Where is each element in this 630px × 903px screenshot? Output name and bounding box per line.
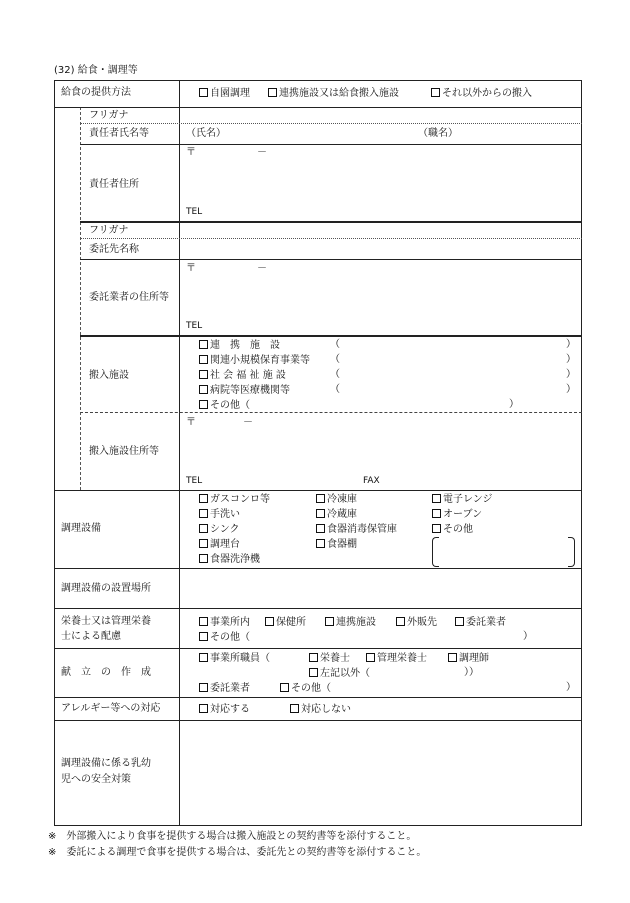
postal-mark: 〒 <box>186 263 196 274</box>
nutritionist-label-line2: 士による配慮 <box>61 631 121 642</box>
close-paren: ） <box>509 399 519 410</box>
open-paren: （ <box>330 354 340 365</box>
equip-microwave[interactable]: 電子レンジ <box>432 494 493 505</box>
checkbox[interactable] <box>448 653 457 662</box>
checkbox[interactable] <box>432 494 441 503</box>
sub-indent-divider <box>80 107 81 490</box>
equip-refrigerator[interactable]: 冷蔵庫 <box>316 509 357 520</box>
equip-freezer[interactable]: 冷凍庫 <box>316 494 357 505</box>
checkbox[interactable] <box>290 704 299 713</box>
facility-address-label: 搬入施設住所等 <box>89 446 159 457</box>
checkbox[interactable] <box>396 617 405 626</box>
allergy-yes[interactable]: 対応する <box>199 704 250 715</box>
fax-label: FAX <box>363 476 380 486</box>
close-paren: ） <box>566 682 576 693</box>
rule <box>54 608 582 609</box>
equipment-location-label: 調理設備の設置場所 <box>61 583 151 594</box>
checkbox[interactable] <box>432 524 441 533</box>
equip-cupboard[interactable]: 食器棚 <box>316 539 357 550</box>
close-paren: ） <box>523 631 533 642</box>
rule <box>80 144 582 145</box>
checkbox[interactable] <box>366 653 375 662</box>
menu-other-than[interactable]: 左記以外（ <box>309 668 370 679</box>
open-paren: （ <box>330 339 340 350</box>
postal-mark: 〒 <box>186 417 196 428</box>
postal-dash: － <box>243 417 253 428</box>
rule <box>80 335 582 337</box>
checkbox[interactable] <box>199 683 208 692</box>
checkbox[interactable] <box>455 617 464 626</box>
equip-sink[interactable]: シンク <box>199 524 240 535</box>
equipment-label: 調理設備 <box>61 523 101 534</box>
nutri-vendor[interactable]: 外販先 <box>396 617 437 628</box>
note-external-delivery: ※ 外部搬入により食事を提供する場合は搬入施設との契約書等を添付すること。 <box>48 831 417 842</box>
safety-label-line1: 調理設備に係る乳幼 <box>61 758 151 769</box>
menu-other[interactable]: その他（ <box>280 683 331 694</box>
checkbox[interactable] <box>268 88 277 97</box>
option-other-delivery[interactable]: それ以外からの搬入 <box>431 88 532 99</box>
checkbox[interactable] <box>316 494 325 503</box>
rule <box>54 107 582 108</box>
nutri-partner[interactable]: 連携施設 <box>325 617 376 628</box>
tel-label: TEL <box>186 321 203 331</box>
nutri-other[interactable]: その他（ <box>199 632 250 643</box>
menu-dietitian[interactable]: 栄養士 <box>309 653 350 664</box>
checkbox[interactable] <box>316 509 325 518</box>
contractor-name-label: 委託先名称 <box>89 244 139 255</box>
nutri-health-center[interactable]: 保健所 <box>265 617 306 628</box>
tel-label: TEL <box>186 476 203 486</box>
rule <box>80 259 582 260</box>
rule <box>80 238 582 239</box>
allergy-label: アレルギー等への対応 <box>61 703 161 714</box>
close-paren: ） <box>566 354 576 365</box>
close-paren: ） <box>566 339 576 350</box>
contractor-address-label: 委託業者の住所等 <box>89 292 169 303</box>
rule <box>80 123 582 124</box>
responsible-name-field[interactable]: （氏名） <box>186 128 226 139</box>
facility-option-small-nursery[interactable]: 関連小規模保育事業等 <box>199 355 310 366</box>
menu-cook[interactable]: 調理師 <box>448 653 489 664</box>
checkbox[interactable] <box>199 539 208 548</box>
section-title: (32) 給食・調理等 <box>54 65 138 76</box>
responsible-address-label: 責任者住所 <box>89 179 139 190</box>
rule <box>54 648 582 649</box>
checkbox[interactable] <box>309 668 318 677</box>
checkbox[interactable] <box>199 355 208 364</box>
option-self-cooking[interactable]: 自園調理 <box>199 88 250 99</box>
rule <box>80 412 582 413</box>
checkbox[interactable] <box>199 704 208 713</box>
checkbox[interactable] <box>309 653 318 662</box>
checkbox[interactable] <box>199 385 208 394</box>
equip-other[interactable]: その他 <box>432 524 473 535</box>
tel-label: TEL <box>186 207 203 217</box>
checkbox[interactable] <box>199 554 208 563</box>
option-partner-delivery[interactable]: 連携施設又は給食搬入施設 <box>268 88 399 99</box>
bracket-right <box>568 537 575 567</box>
postal-dash: － <box>257 263 267 274</box>
facility-option-welfare[interactable]: 社 会 福 祉 施 設 <box>199 370 286 381</box>
label-column-divider <box>179 80 180 826</box>
close-paren: ） <box>566 384 576 395</box>
provision-method-label: 給食の提供方法 <box>61 87 131 98</box>
equip-oven[interactable]: オーブン <box>432 509 482 520</box>
checkbox[interactable] <box>431 88 440 97</box>
facility-option-partner[interactable]: 連 携 施 設 <box>199 340 280 351</box>
note-contracted-cooking: ※ 委託による調理で食事を提供する場合は、委託先との契約書等を添付すること。 <box>48 847 427 858</box>
equip-dishwasher[interactable]: 食器洗浄機 <box>199 554 260 565</box>
postal-mark: 〒 <box>186 147 196 158</box>
checkbox[interactable] <box>199 400 208 409</box>
checkbox[interactable] <box>280 683 289 692</box>
menu-staff[interactable]: 事業所職員（ <box>199 653 270 664</box>
menu-registered-dietitian[interactable]: 管理栄養士 <box>366 653 427 664</box>
checkbox[interactable] <box>199 524 208 533</box>
delivery-facility-label: 搬入施設 <box>89 370 129 381</box>
bracket-left <box>432 537 439 567</box>
facility-option-medical[interactable]: 病院等医療機関等 <box>199 385 290 396</box>
equip-gas-stove[interactable]: ガスコンロ等 <box>199 494 270 505</box>
rule <box>54 720 582 721</box>
contractor-furigana-label: フリガナ <box>89 225 129 236</box>
checkbox[interactable] <box>199 340 208 349</box>
nutri-office[interactable]: 事業所内 <box>199 617 250 628</box>
rule <box>54 490 582 491</box>
nutritionist-label-line1: 栄養士又は管理栄養 <box>61 616 151 627</box>
checkbox[interactable] <box>325 617 334 626</box>
rule <box>80 221 582 223</box>
equip-sterilizer[interactable]: 食器消毒保管庫 <box>316 524 397 535</box>
double-close-paren: ）） <box>464 667 479 678</box>
equip-hand-wash[interactable]: 手洗い <box>199 509 240 520</box>
checkbox[interactable] <box>199 370 208 379</box>
checkbox[interactable] <box>199 509 208 518</box>
responsible-furigana-label: フリガナ <box>89 110 129 121</box>
menu-contractor[interactable]: 委託業者 <box>199 683 250 694</box>
checkbox[interactable] <box>316 524 325 533</box>
open-paren: （ <box>330 384 340 395</box>
rule <box>54 568 582 569</box>
equip-counter[interactable]: 調理台 <box>199 539 240 550</box>
checkbox[interactable] <box>199 617 208 626</box>
postal-dash: － <box>257 147 267 158</box>
checkbox[interactable] <box>199 494 208 503</box>
checkbox[interactable] <box>432 509 441 518</box>
menu-label: 献 立 の 作 成 <box>61 667 151 678</box>
allergy-no[interactable]: 対応しない <box>290 704 351 715</box>
facility-option-other[interactable]: その他（ <box>199 400 250 411</box>
checkbox[interactable] <box>199 632 208 641</box>
safety-label-line2: 児への安全対策 <box>61 774 131 785</box>
responsible-name-label: 責任者氏名等 <box>89 128 149 139</box>
open-paren: （ <box>330 369 340 380</box>
nutri-contractor[interactable]: 委託業者 <box>455 617 506 628</box>
checkbox[interactable] <box>199 653 208 662</box>
responsible-role-field[interactable]: （職名） <box>418 128 458 139</box>
checkbox[interactable] <box>265 617 274 626</box>
close-paren: ） <box>566 369 576 380</box>
checkbox[interactable] <box>316 539 325 548</box>
checkbox[interactable] <box>199 88 208 97</box>
rule <box>54 697 582 698</box>
